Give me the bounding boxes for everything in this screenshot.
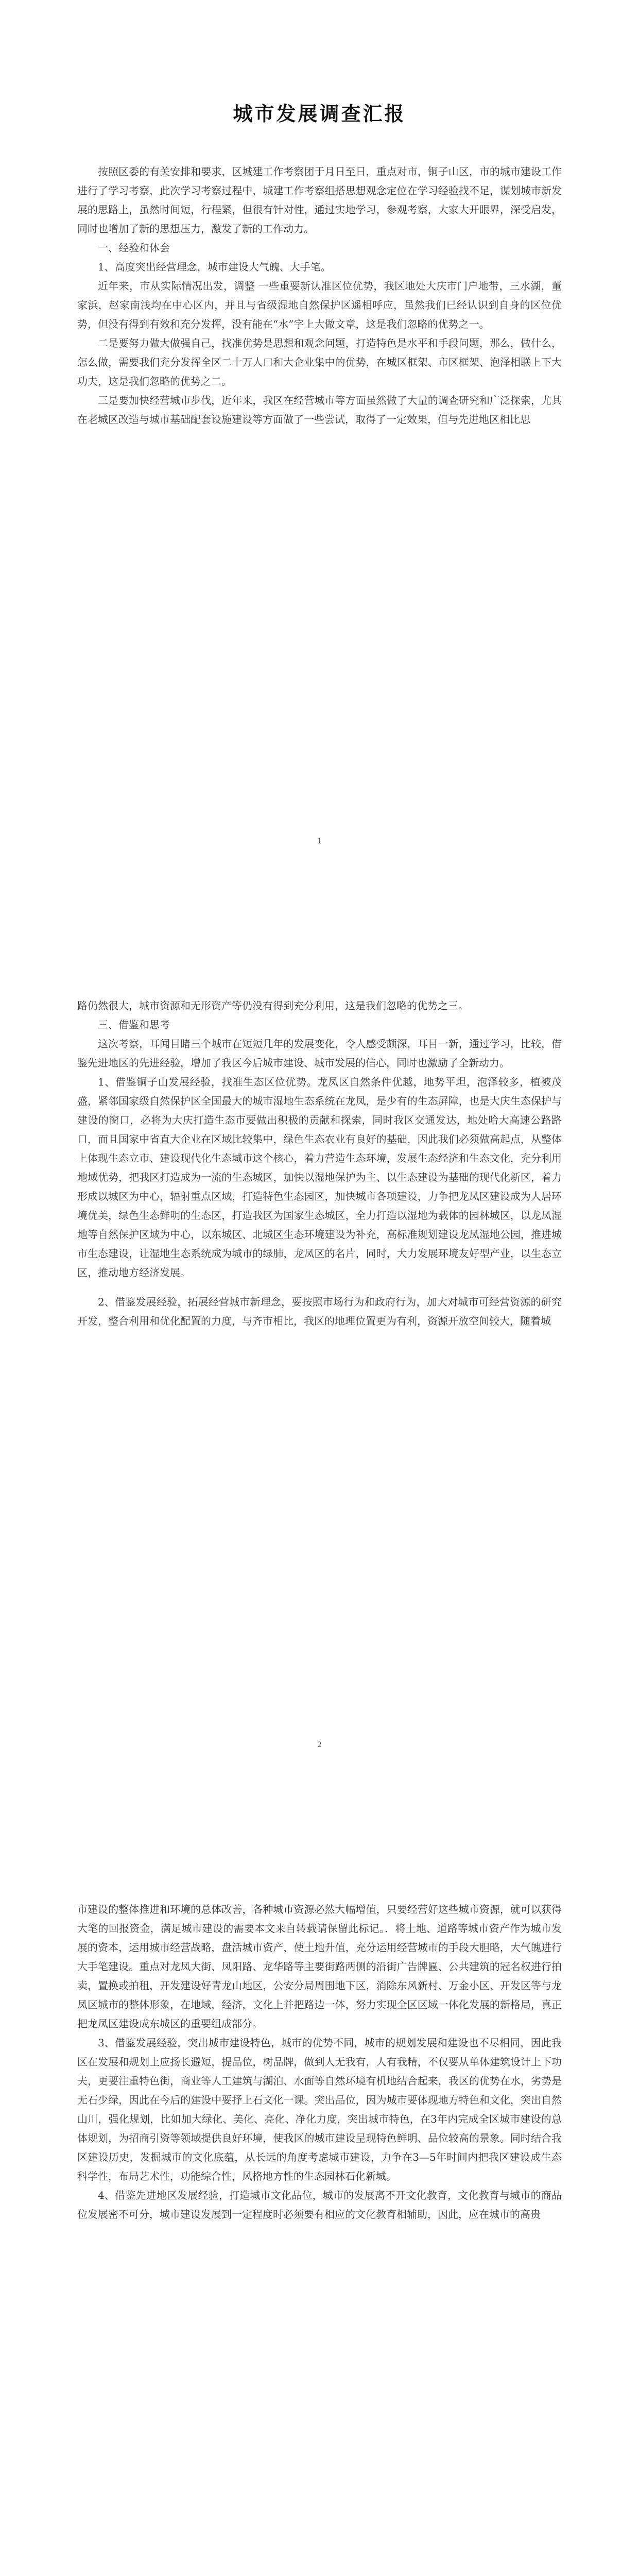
page-content: [77, 1807, 562, 2224]
page-number: 2: [317, 1741, 322, 1749]
body-paragraph: 2、借鉴发展经验，拓展经营城市新理念，要按照市场行为和政府行为，加大对城市可经营资源的研究开发，整合利用和优化配置的力度，与齐市相比，我区的地理位置更为有利，资源开放空间较大，随着城: [77, 1296, 562, 1327]
body-paragraph: 这次考察，耳闻目睹三个城市在短短几年的发展变化，令人感受颇深，耳目一新，通过学习，比较，借鉴先进地区的先进经验，增加了我区今后城市建设、城市发展的信心，同时也激励了全新动力。: [77, 1038, 562, 1069]
page-number: 1: [317, 837, 322, 845]
body-paragraph: 4、借鉴先进地区发展经验，打造城市文化品位，城市的发展离不开文化教育，文化教育与城市的商品位发展密不可分，城市建设发展到一定程度时必须要有相应的文化教育相辅助，因此，应在城市的高贵: [77, 2189, 562, 2221]
body-paragraph: 1、借鉴铜子山发展经验，找准生态区位优势。龙凤区自然条件优越，地势平坦，泡泽较多，植被茂盛，紧邻国家级自然保护区全国最大的城市湿地生态系统在龙凤，是少有的生态屏障，也是大庆生态保护与建设的窗口，必将为大庆打造生态市要做出积极的贡献和探索，同时我区交通发达，地处哈大高速公路路口，而且国家中省直大企业在区域比较集中，绿色生态农业有良好的基础，因此我们必须做高起点，从整体上体现生态立市、建设现代化生态城市这个核心，着力营造生态环境，发展生态经济和生态文化，充分利用地域优势，把我区打造成为一流的生态城区，加快以湿地保护为主、以生态建设为基础的现代化新区，着力形成以城区为中心，辐射重点区域，打造特色生态园区，加快城市各项建设，力争把龙凤区建设成为人居环境优美，绿色生态鲜明的生态区，打造我区为国家生态城区，全力打造以湿地为载体的园林城区，以龙凤湿地等自然保护区域为中心，以东城区、北城区生态环境建设为补充，高标准规划建设龙凤湿地公园，推进城市生态建设，让湿地生态系统成为城市的绿肺，龙凤区的名片，同时，大力发展环境友好型产业，以生态立区，推动地方经济发展。: [77, 1076, 562, 1279]
document-page-1: [0, 0, 639, 904]
document-title: 城市发展调查汇报: [233, 102, 406, 125]
section-heading: 三、借鉴和思考: [98, 1019, 170, 1031]
page-content: [77, 904, 562, 1331]
continued-paragraph: 路仍然很大，城市资源和无形资产等仍没有得到充分利用，这是我们忽略的优势之三。: [77, 999, 469, 1012]
document-page-2: [0, 904, 639, 1807]
body-paragraph: 二是要努力做大做强自己，找准优势是思想和观念问题，打造特色是水平和手段问题，那么，做什么，怎么做，需要我们充分发挥全区二十万人口和大企业集中的优势，在城区框架、市区框架、泡泽相联上下大功夫，这是我们忽略的优势之二。: [77, 337, 562, 387]
paragraph-gap: [77, 1282, 562, 1293]
body-paragraph: 三是要加快经营城市步伐，近年来，我区在经营城市等方面虽然做了大量的调查研究和广泛探索，尤其在老城区改造与城市基础配套设施建设等方面做了一些尝试，取得了一定效果，但与先进地区相比思: [77, 394, 562, 426]
continued-paragraph: 市建设的整体推进和环境的总体改善，各种城市资源必然大幅增值，只要经营好这些城市资源，就可以获得大笔的回报资金，满足城市建设的需要本文来自转载请保留此标记。．将土地、道路等城市资产作为城市发展的资本，运用城市经营战略，盘活城市资产，使土地升值，充分运用经营城市的手段大胆略，大气魄进行大手笔建设。重点对龙凤大街、凤阳路、龙华路等主要街路两侧的沿街广告牌匾、公共建筑的冠名权进行拍卖，置换或拍租，开发建设好青龙山地区，公安分局周围地下区，消除东风新村、万金小区、开发区等与龙凤区城市的整体形象，在地域，经济，文化上并把路边一体，努力实现全区区域一体化发展的新格局，真正把龙凤区建设成东城区的重要组成部分。: [77, 1903, 562, 2030]
page-content: [77, 162, 562, 429]
section-heading: 一、经验和体会: [98, 242, 170, 254]
subsection-heading: 1、高度突出经营理念，城市建设大气魄、大手笔。: [98, 261, 331, 273]
document-page-3: [0, 1807, 639, 2576]
intro-paragraph: 按照区委的有关安排和要求，区城建工作考察团于月日至日，重点对市，铜子山区，市的城市建设工作进行了学习考察，此次学习考察过程中，城建工作考察组搭思想观念定位在学习经验找不足，谋划城市新发展的思路上，虽然时间短，行程紧，但很有针对性，通过实地学习，参观考察，大家大开眼界，深受启发，同时也增加了新的思想压力，激发了新的工作动力。: [77, 165, 562, 235]
body-paragraph: 3、借鉴发展经验，突出城市建设特色，城市的优势不同，城市的规划发展和建设也不尽相同，因此我区在发展和规划上应扬长避短，提品位，树品牌，做到人无我有，人有我精，不仅要从单体建筑设计上下功夫，更要注重特色街，商业等人工建筑与湖泊、水面等自然环境有机地结合起来，我区的优势在水，劣势是无石少绿，因此在今后的建设中要抒上石文化一课。突出品位，因为城市要体现地方特色和文化，突出自然山川，强化规划，比如加大绿化、美化、亮化、净化力度，突出城市特色，在3年内完成全区城市建设的总体规划，为招商引资等领域提供良好环境，使我区的城市建设呈现特色鲜明、品位较高的景象。同时结合我区建设历史，发掘城市的文化底蕴，从长远的角度考虑城市建设，力争在3—5年时间内把我区建设成生态科学性，布局艺术性，功能综合性，风格地方性的生态园林石化新城。: [77, 2037, 562, 2182]
body-paragraph: 近年来，市从实际情况出发，调整 一些重要新认准区位优势，我区地处大庆市门户地带，三水湖，董家浜，赵家南浅均在中心区内，并且与省级湿地自然保护区遥相呼应，虽然我们已经认识到自身的区位优势，但没有得到有效和充分发挥，没有能在“水”字上大做文章，这是我们忽略的优势之一。: [77, 280, 562, 330]
